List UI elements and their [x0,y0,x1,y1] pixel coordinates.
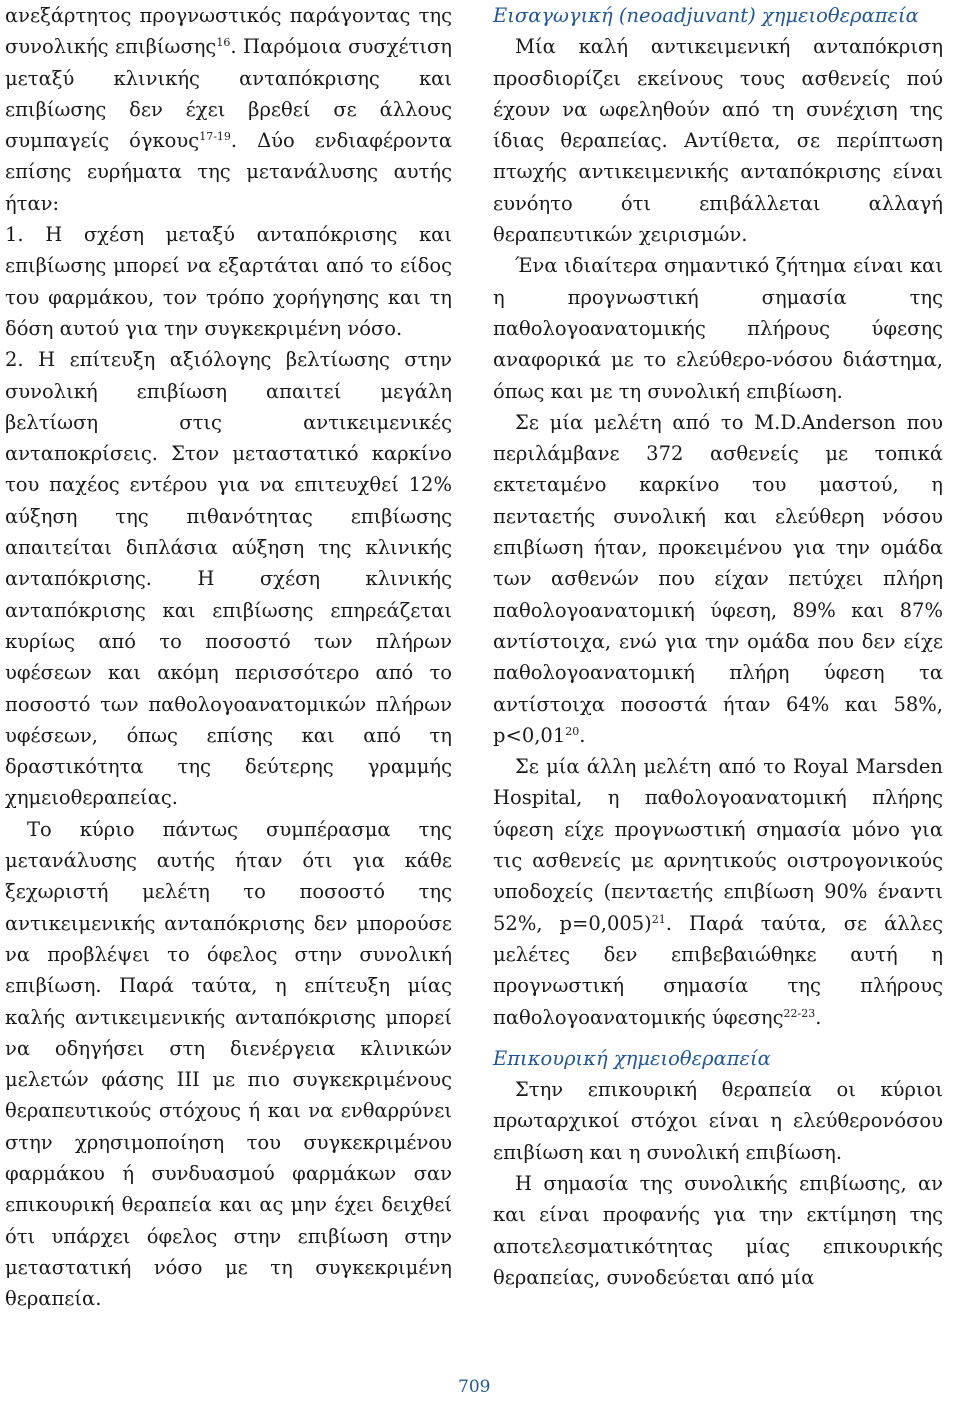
paragraph: Το κύριο πάντως συμπέρασμα της μετανάλυσης αυτής ήταν ότι για κάθε ξεχωριστή μελέτη το ποσοστό της αντικειμενικής ανταπόκρισης δεν μπορούσε να προβλέψει το όφελος στην συνολική επιβίωση. Παρά ταύτα, η επίτευξη μίας καλής αντικειμενικής ανταπόκρισης μπορεί να οδηγήσει στη διενέργεια κλινικών μελετών φάσης ΙΙΙ με πιο συγκεκριμένους θεραπευτικούς στόχους ή και να ενθαρρύνει στην χρησιμοποίηση του συγκεκριμένου φαρμάκου ή συνδυασμού φαρμάκων σαν επικουρική θεραπεία και ας μην έχει δειχθεί ότι υπάρχει όφελος στην επιβίωση στην μεταστατική νόσο με τη συγκεκριμένη θεραπεία. [5,817,452,1311]
text-span: Σε μία άλλη μελέτη από το Royal Marsden Hospital, η παθολογοανατομική πλήρης ύφεση είχε προγνωστική σημασία μόνο για τις ασθενείς με αρνητικούς οιστρογονικούς υποδοχείς (πενταετής επιβίωση 90% έναντι 52%, p=0,005) [493,755,943,935]
paragraph: Η σημασία της συνολικής επιβίωσης, αν και είναι προφανής για την εκτίμηση της αποτελεσματικότητας μίας επικουρικής θεραπείας, συνοδεύεται από μία [493,1171,943,1289]
paragraph [5,0,452,219]
reference: 16 [216,36,231,50]
text-span: Σε μία μελέτη από το M.D.Anderson που περιλάμβανε 372 ασθενείς με τοπικά εκτεταμένο καρκίνο του μαστού, η πενταετής συνολική και ελεύθερη νόσου επιβίωση ήταν, προκειμένου για την ομάδα των ασθενών που είχαν πετύχει πλήρη παθολογοανατομική ύφεση, 89% και 87% αντίστοιχα, ενώ για την ομάδα που δεν είχε παθολογοανατομική πλήρη ύφεση τα αντίστοιχα ποσοστά ήταν 64% και 58%, p<0,01 [493,410,943,747]
paragraph [493,407,943,751]
reference: 17-19 [199,130,231,144]
text-span: . [579,723,586,747]
page-number: 709 [458,1377,491,1397]
text-span: . Παρόμοια συσχέτιση μεταξύ κλινικής ανταπόκρισης και επιβίωσης δεν έχει βρεθεί σε άλλους συμπαγείς όγκους [5,35,452,153]
text-span: . [815,1005,822,1029]
paragraph: Ένα ιδιαίτερα σημαντικό ζήτημα είναι και η προγνωστική σημασία της παθολογοανατομικής πλήρους ύφεσης αναφορικά με το ελεύθερο-νόσου διάστημα, όπως και με τη συνολική επιβίωση. [493,254,943,403]
reference: 22-23 [783,1006,816,1020]
section-heading-neoadjuvant: Εισαγωγική (neoadjuvant) χημειοθεραπεία [493,4,919,27]
text-span: . Δύο ενδιαφέροντα επίσης ευρήματα της μετανάλυσης αυτής ήταν: [5,129,452,215]
text-span: ανεξάρτητος προγνωστικός παράγοντας της συνολικής επιβίωσης [5,4,452,59]
paragraph [493,751,943,1033]
left-column [5,0,452,1314]
text-span: . Παρά ταύτα, σε άλλες μελέτες δεν επιβεβαιώθηκε αυτή η προγνωστική σημασία της πλήρους παθολογοανατομικής ύφεσης [493,911,943,1029]
paragraph: Στην επικουρική θεραπεία οι κύριοι πρωταρχικοί στόχοι είναι η ελεύθερονόσου επιβίωση και η συνολική επιβίωση. [493,1078,943,1164]
right-column [493,0,943,1293]
list-item-2: 2. Η επίτευξη αξιόλογης βελτίωσης στην συνολική επιβίωση απαιτεί μεγάλη βελτίωση στις αντικειμενικές ανταποκρίσεις. Στον μεταστατικό καρκίνο του παχέος εντέρου για να επιτευχθεί 12% αύξηση της πιθανότητας επιβίωσης απαιτείται διπλάσια αύξηση της κλινικής ανταπόκρισης. Η σχέση κλινικής ανταπόκρισης και επιβίωσης επηρεάζεται κυρίως από το ποσοστό των πλήρων υφέσεων και ακόμη περισσότερο από το ποσοστό των παθολογοανατομικών πλήρων υφέσεων, όπως επίσης και από τη δραστικότητα της δεύτερης γραμμής χημειοθεραπείας. [5,348,452,810]
section-heading-adjuvant: Επικουρική χημειοθεραπεία [493,1046,771,1070]
reference: 20 [565,724,580,738]
list-item-1: 1. Η σχέση μεταξύ ανταπόκρισης και επιβίωσης μπορεί να εξαρτάται από το είδος του φαρμάκου, τον τρόπο χορήγησης και τη δόση αυτού για την συγκεκριμένη νόσο. [5,223,452,340]
paragraph: Μία καλή αντικειμενική ανταπόκριση προσδιορίζει εκείνους τους ασθενείς πού έχουν να ωφεληθούν από τη συνέχιση της ίδιας θεραπείας. Αντίθετα, σε περίπτωση πτωχής αντικειμενικής ανταπόκρισης είναι ευνόητο ότι επιβάλλεται αλλαγή θεραπευτικών χειρισμών. [493,35,943,247]
reference: 21 [651,912,666,926]
